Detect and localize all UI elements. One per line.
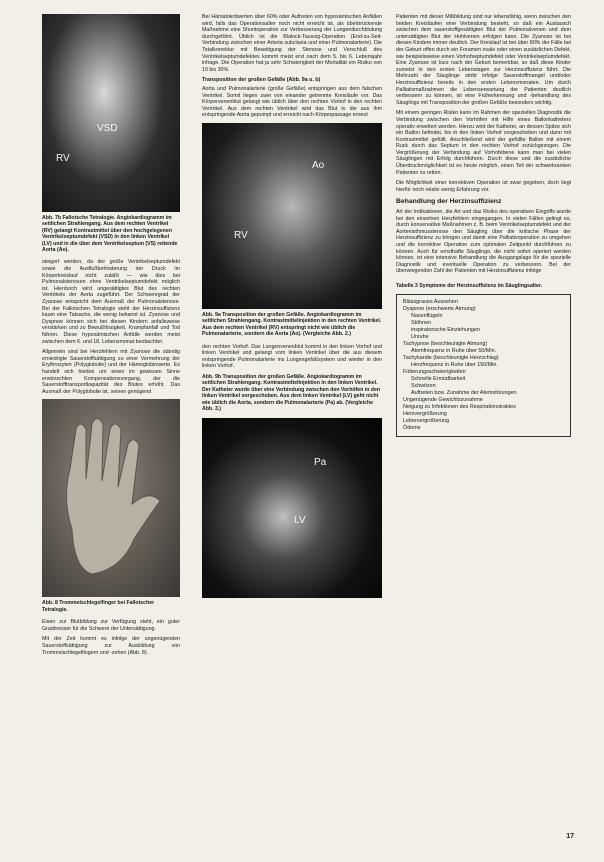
figure-9a-caption: Abb. 9a Transposition der großen Gefäße. Angiokardiogramm im seitlichen Strahlengang. Kontrastmittelinjektion in den rechten Ventrikel. Aus dem rechten Ventrikel (RV) entspringt nicht wie üblich die Pulmonalarterie, sondern die Aorta (Ao). (Vergleiche Abb. 2.) xyxy=(202,311,382,338)
figure-9a-angiogram xyxy=(202,123,382,309)
figure-7b-angiogram xyxy=(42,14,180,212)
paragraph: Art der Indikationen, die Art und das Risiko des operativen Eingriffs wurde bei den einzelnen Herzfehlern eingegangen. In vielen Fällen gelingt es, durch konservative Maßnahmen z. B. beim Ventrikelseptumdefekt und der Aortenisthmusstenose den Säugling über die kritische Phase der Herzinsuffizienz zu bringen und damit eine Palliativoperation zu umgehen und die korrektive Operation zum optimalen Zeitpunkt durchführen zu können. Auch für ernsthafte Säuglinge, die nicht sofort operiert werden können, ist eine intensive Behandlung die Ausgangslage für die spezielle Diagnostik und eventuelle Operation zu verbessern. Bei der überwiegenden Zahl der Patienten mit Herzinsuffizienz infolge xyxy=(396,209,571,275)
column-left xyxy=(42,14,180,660)
figure-8-caption: Abb. 8 Trommelschlegelfinger bei Fallotscher Tetralogie. xyxy=(42,600,155,613)
table-row: Neigung zu Infektionen des Respirationstraktes xyxy=(403,403,516,410)
table-row: Atemfrequenz in Ruhe über 50/Min. xyxy=(411,347,497,354)
figure-label-pa: Pa xyxy=(314,457,327,469)
table-row: Schwitzen xyxy=(411,382,436,389)
table-row: Ungenügende Gewichtszunahme xyxy=(403,396,483,403)
figure-label-rv: RV xyxy=(234,229,248,241)
paragraph: Mit der Zeit kommt es infolge der ungenügenden Sauerstoffsättigung zur Ausbildung von Trommelschlegelfingern und -zehen (Abb. 8). xyxy=(42,636,180,656)
column-right xyxy=(396,14,571,437)
paragraph: steigert werden, da der große Ventrikelseptumdefekt sowie die Ausflußbehinderung der Druck im Körperkreislauf nicht zuläßt — wie dies bei Pulmonalstenosen ohne Ventrikelseptumdefekt möglich ist. Hierdurch wird ungesättigtes Blut des rechten Ventrikels der Aorta zugeführt. Der Schweregrad der Zyanose entspricht dem Ausmaß der Pulmonalstenose. Bei der Fallotschen Tetralogie steht der Herzinsuffizienz kaum eine Tatsache, die wenig bekannt ist. Zyanose und Dyspnoe können sich bei diesen Kindern anfallsweise verstärken und zu Bewußtlosigkeit, Krampfanfall und Tod führen. Diese hypoxämischen Anfälle werden meist zwischen dem 6. und 18. Lebensmonat beobachtet. xyxy=(42,259,180,345)
table-row: Unruhe xyxy=(411,333,429,340)
table-row: Stöhnen xyxy=(411,319,432,326)
paragraph: Mit einem geringen Risiko kann im Rahmen der speziellen Diagnostik die Verbindung zwischen den Vorhöfen mit Hilfe eines Ballonkatheters operativ erweitert werden. Hierzu wird der Katheter, an dessen Spitze sich ein Ballon befindet, bis in den linken Vorhof vorgeschoben und dann mit Kontrastmittel gefüllt. Anschließend wird der gefüllte Ballon mit einem Ruck durch das Septum in den rechten Vorhof zurückgezogen. Die Vergrößerung der Verbindung auf Vorhofebene kann man bei vielen Säuglingen mit Erfolg durchführen. Durch diese und die zusätzliche Überdruckmöglichkeit ist es heute möglich, einen Teil der schwerkranken Patienten zu retten. xyxy=(396,110,571,176)
table-row: Blässgraues Aussehen xyxy=(403,298,458,305)
symptom-table xyxy=(396,294,571,437)
paragraph: den rechten Vorhof. Das Lungenvenenblut kommt in den linken Vorhof und linken Ventrikel und gelangt vom linken Ventrikel über die aus diesem entspringende Pulmonalarterie ins Lungengefäßsystem und wieder in den linken Vorhof. xyxy=(202,343,382,370)
figure-9b-angiogram xyxy=(202,418,382,598)
figure-label-lv: LV xyxy=(294,515,306,527)
page-number: 17 xyxy=(566,833,574,840)
paragraph: Patienten mit dieser Mißbildung sind nur lebensfähig, wenn zwischen den beiden Kreisläufen eine Verbindung besteht, so daß ein Austausch zwischen dem sauerstoffgesättigten Blut der Pulmonalvenen und dem untersättigten Blut der Hohlvenen erfolgen kann. Die Zyanose ist bei diesen Kindern immer deutlich. Der Kreislauf ist bei über 80% der Fälle bei der Geburt offen durch ein Foramen ovale oder einen zusätzlichen Defekt, wie beispielsweise einen Vorhofseptumdefekt oder Ventrikelseptumdefekt. Eine Zyanose ist kurz nach der Geburt bemerkbar, so daß diese Kinder zumeist in den ersten Lebenstagen zur Herzinsuffizienz führt. Die Mehrzahl der Säuglinge stirbt infolge Sauerstoffmangel und/oder Herzinsuffizienz bereits in den ersten Lebensmonaten. Um durch Palliativmaßnahmen die Lebenserwartung der Patienten deutlich verbessern zu können, ist eine Früherkennung und -behandlung des Säuglings mit Transposition der großen Gefäße besonders wichtig. xyxy=(396,14,571,106)
paragraph: Die Möglichkeit einer korrektiven Operation ist zwar gegeben, doch liegt hierfür noch relativ wenig Erfahrung vor. xyxy=(396,180,571,193)
table-row: Nasenflügeln xyxy=(411,312,443,319)
figure-8-photo xyxy=(42,399,180,597)
table-row: Dyspnoe (erschwerte Atmung) xyxy=(403,305,476,312)
figure-9b-caption: Abb. 9b Transposition der großen Gefäße. Angiokardiogramm im seitlichen Strahlengang. Kontrastmittelinjektion in den linken Ventrikel. Der Katheter wurde über eine Verbindung zwischen den Vorhöfen in den linken Ventrikel vorgeschoben. Aus dem linken Ventrikel (LV) geht nicht wie üblich die Aorta, sondern die Pulmonalarterie (Pa) ab. (Vergleiche Abb. 3.) xyxy=(202,373,381,412)
section-heading: Transposition der großen Gefäße (Abb. 9a u. b) xyxy=(202,77,321,84)
figure-7b-caption: Abb. 7b Fallotsche Tetralogie. Angiokardiogramm im seitlichen Strahlengang. Aus dem rechten Ventrikel (RV) gelangt Kontrastmittel über den hochgelegenen Ventrikelseptumdefekt (VSD) in den linken Ventrikel (LV) und in die über dem Ventrikelseptum (VS) reitende Aorta (Ao). xyxy=(42,215,178,254)
table-row: Tachypnoe (beschleunigte Atmung) xyxy=(403,340,488,347)
figure-label-vsd: VSD xyxy=(97,123,118,134)
table-row: Ödeme xyxy=(403,424,421,431)
table-row: Schnelle Ermüdbarkeit xyxy=(411,375,466,382)
paragraph: Allgemein sind bei Herzfehlern mit Zyanose die ständig erniedrigte Sauerstoffsättigung zu einer Vermehrung der Erythrozyten (Polyglobulie) und der Hämoglobinwerte. Es handelt sich hierbei um einen im gewissen Sinne erwünschten Kompensationsvorgang, der die Sauerstofftransportkapazität des Blutes erhöht. Das Ausmaß der Polyglobulie ist, seinen genügend xyxy=(42,349,180,395)
table-row: inspiratorische Einziehungen xyxy=(411,326,480,333)
table-row: Lebervergrößerung xyxy=(403,417,450,424)
table-row: Herzvergrößerung xyxy=(403,410,447,417)
column-middle xyxy=(202,14,382,598)
figure-label-rv: RV xyxy=(56,153,70,164)
hand-image xyxy=(52,409,167,584)
table-title: Tabelle 3 Symptome der Herzinsuffizienz im Säuglingsalter. xyxy=(396,282,543,289)
table-row: Tachykardie (beschleunigte Herzschlag) xyxy=(403,354,499,361)
table-row: Herzfrequenz in Ruhe über 150/Min. xyxy=(411,361,498,368)
section-heading: Behandlung der Herzinsuffizienz xyxy=(396,198,502,206)
paragraph: Aorta und Pulmonalarterie (große Gefäße) entspringen aus dem falschen Ventrikel. Somit liegen zwei von einander getrennte Kreisläufe vor. Das Körpervenenblut gelangt wie üblich über den rechten Vorhof in den rechten Ventrikel. Aus dem rechten Ventrikel wird das Blut in die aus ihm entspringende Aorta gepumpt und erreicht nach Körperpassage erneut xyxy=(202,85,382,119)
paragraph: Eisen zur Blutbildung zur Verfügung steht, ein guter Gradmesser für die Schwere der Untersättigung. xyxy=(42,619,180,632)
table-row: Fütterungsschwierigkeiten xyxy=(403,368,466,375)
table-row: Auftreten bzw. Zunahme der Atemstörungen xyxy=(411,389,517,396)
paragraph: Bei Hämatokritwerten über 60% oder Auftreten von hypoxämischen Anfällen wird, falls das Operationsalter noch nicht erreicht ist, als überbrückende Maßnahme eine Shuntoperation zur Verbesserung der Lungendurchblutung durchgeführt. Üblich ist die Blalock-Taussig-Operation (End-zu-Seit-Verbindung zwischen einer Arteria subclavia und einer Pulmonalarterie). Die Totalkorrektur mit Beseitigung der Stenose und Verschluß des Ventrikelseptumdefektes kommt meist erst nach dem 5. bis 6. Lebensjahr infrage. Die Operation hat ja sehr Schwierigkeit der Mortalität ein Risiko von 10 bis 30%. xyxy=(202,14,382,73)
figure-label-ao: Ao xyxy=(312,159,325,171)
